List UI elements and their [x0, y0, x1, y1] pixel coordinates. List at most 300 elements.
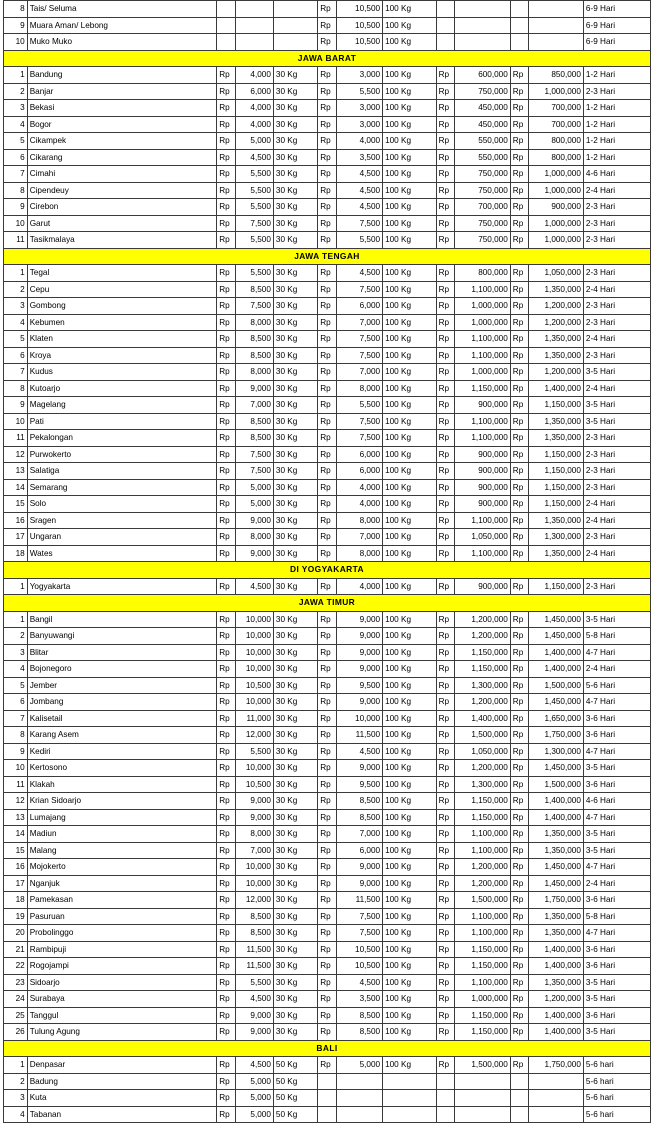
cell-rp1[interactable]: Rp: [217, 496, 236, 513]
cell-val1[interactable]: 10,000: [235, 859, 273, 876]
cell-est[interactable]: 5-6 hari: [583, 1057, 650, 1074]
cell-unit1[interactable]: 30 Kg: [273, 941, 317, 958]
cell-kota[interactable]: Krian Sidoarjo: [27, 793, 217, 810]
cell-est[interactable]: 6-9 Hari: [583, 17, 650, 34]
cell-val3[interactable]: 750,000: [455, 232, 511, 249]
cell-kota[interactable]: Kertosono: [27, 760, 217, 777]
cell-val2[interactable]: 8,500: [336, 793, 382, 810]
cell-rp2[interactable]: Rp: [318, 661, 337, 678]
cell-rp3[interactable]: Rp: [436, 974, 455, 991]
cell-unit2[interactable]: 100 Kg: [383, 529, 437, 546]
cell-rp2[interactable]: Rp: [318, 364, 337, 381]
cell-val1[interactable]: 5,000: [235, 1073, 273, 1090]
cell-unit1[interactable]: 30 Kg: [273, 644, 317, 661]
cell-unit1[interactable]: 30 Kg: [273, 281, 317, 298]
table-row[interactable]: [4, 397, 651, 414]
cell-kota[interactable]: Pekalongan: [27, 430, 217, 447]
cell-rp4[interactable]: Rp: [510, 67, 529, 84]
cell-rp2[interactable]: Rp: [318, 1057, 337, 1074]
cell-val4[interactable]: 1,150,000: [529, 578, 584, 595]
cell-no[interactable]: 10: [4, 34, 28, 51]
cell-est[interactable]: 3-5 Hari: [583, 611, 650, 628]
cell-unit2[interactable]: 100 Kg: [383, 298, 437, 315]
cell-rp4[interactable]: Rp: [510, 314, 529, 331]
cell-val1[interactable]: 8,500: [235, 430, 273, 447]
cell-unit1[interactable]: 30 Kg: [273, 67, 317, 84]
cell-unit1[interactable]: 30 Kg: [273, 809, 317, 826]
table-row[interactable]: [4, 875, 651, 892]
cell-rp3[interactable]: Rp: [436, 710, 455, 727]
cell-val3[interactable]: 900,000: [455, 446, 511, 463]
table-row[interactable]: [4, 1106, 651, 1123]
table-row[interactable]: [4, 611, 651, 628]
cell-val1[interactable]: 8,000: [235, 529, 273, 546]
cell-rp1[interactable]: Rp: [217, 1024, 236, 1041]
cell-rp4[interactable]: Rp: [510, 331, 529, 348]
cell-val3[interactable]: 1,500,000: [455, 1057, 511, 1074]
cell-kota[interactable]: Bekasi: [27, 100, 217, 117]
cell-unit2[interactable]: 100 Kg: [383, 116, 437, 133]
cell-rp2[interactable]: Rp: [318, 100, 337, 117]
cell-val3[interactable]: [455, 1090, 511, 1107]
cell-val4[interactable]: 1,650,000: [529, 710, 584, 727]
cell-unit2[interactable]: 100 Kg: [383, 727, 437, 744]
cell-est[interactable]: 2-3 Hari: [583, 215, 650, 232]
cell-kota[interactable]: Purwokerto: [27, 446, 217, 463]
cell-unit2[interactable]: 100 Kg: [383, 710, 437, 727]
cell-no[interactable]: 2: [4, 1073, 28, 1090]
cell-rp1[interactable]: Rp: [217, 694, 236, 711]
cell-rp2[interactable]: Rp: [318, 479, 337, 496]
cell-kota[interactable]: Karang Asem: [27, 727, 217, 744]
cell-no[interactable]: 4: [4, 116, 28, 133]
cell-val4[interactable]: 1,400,000: [529, 958, 584, 975]
cell-kota[interactable]: Tegal: [27, 265, 217, 282]
cell-rp3[interactable]: Rp: [436, 991, 455, 1008]
cell-no[interactable]: 11: [4, 430, 28, 447]
cell-kota[interactable]: Kuta: [27, 1090, 217, 1107]
cell-rp4[interactable]: Rp: [510, 281, 529, 298]
cell-no[interactable]: 1: [4, 1057, 28, 1074]
cell-rp2[interactable]: [318, 1090, 337, 1107]
cell-no[interactable]: 2: [4, 628, 28, 645]
cell-kota[interactable]: Tasikmalaya: [27, 232, 217, 249]
cell-rp2[interactable]: Rp: [318, 974, 337, 991]
cell-est[interactable]: 3-6 Hari: [583, 1007, 650, 1024]
cell-rp3[interactable]: Rp: [436, 1024, 455, 1041]
cell-val2[interactable]: 7,500: [336, 413, 382, 430]
cell-rp4[interactable]: Rp: [510, 991, 529, 1008]
cell-no[interactable]: 6: [4, 347, 28, 364]
cell-rp4[interactable]: Rp: [510, 133, 529, 150]
cell-val3[interactable]: 1,100,000: [455, 281, 511, 298]
cell-est[interactable]: 2-3 Hari: [583, 314, 650, 331]
cell-rp3[interactable]: Rp: [436, 908, 455, 925]
cell-kota[interactable]: Bandung: [27, 67, 217, 84]
cell-unit2[interactable]: 100 Kg: [383, 842, 437, 859]
cell-val2[interactable]: 7,500: [336, 215, 382, 232]
cell-est[interactable]: 4-6 Hari: [583, 793, 650, 810]
cell-rp3[interactable]: Rp: [436, 116, 455, 133]
cell-val4[interactable]: 1,150,000: [529, 463, 584, 480]
cell-val2[interactable]: 10,500: [336, 1, 382, 18]
cell-rp3[interactable]: Rp: [436, 215, 455, 232]
cell-rp3[interactable]: Rp: [436, 743, 455, 760]
cell-no[interactable]: 1: [4, 67, 28, 84]
cell-val3[interactable]: 900,000: [455, 463, 511, 480]
cell-rp1[interactable]: Rp: [217, 149, 236, 166]
cell-est[interactable]: 4-7 Hari: [583, 694, 650, 711]
cell-rp1[interactable]: Rp: [217, 67, 236, 84]
cell-val1[interactable]: [235, 34, 273, 51]
cell-rp3[interactable]: Rp: [436, 133, 455, 150]
cell-unit1[interactable]: 30 Kg: [273, 677, 317, 694]
cell-val1[interactable]: 4,500: [235, 991, 273, 1008]
table-row[interactable]: [4, 710, 651, 727]
cell-val1[interactable]: 5,000: [235, 496, 273, 513]
cell-val2[interactable]: 3,000: [336, 100, 382, 117]
cell-kota[interactable]: Sidoarjo: [27, 974, 217, 991]
cell-rp2[interactable]: Rp: [318, 182, 337, 199]
cell-no[interactable]: 1: [4, 265, 28, 282]
cell-rp3[interactable]: [436, 34, 455, 51]
cell-rp3[interactable]: Rp: [436, 149, 455, 166]
cell-unit2[interactable]: 100 Kg: [383, 661, 437, 678]
cell-val3[interactable]: 900,000: [455, 578, 511, 595]
cell-unit1[interactable]: 30 Kg: [273, 694, 317, 711]
cell-rp1[interactable]: [217, 1, 236, 18]
cell-rp2[interactable]: Rp: [318, 265, 337, 282]
cell-val3[interactable]: 700,000: [455, 199, 511, 216]
cell-unit1[interactable]: 30 Kg: [273, 380, 317, 397]
cell-val2[interactable]: 4,500: [336, 974, 382, 991]
cell-val4[interactable]: 1,450,000: [529, 760, 584, 777]
cell-val1[interactable]: 5,500: [235, 265, 273, 282]
cell-rp3[interactable]: Rp: [436, 628, 455, 645]
table-row[interactable]: [4, 100, 651, 117]
cell-rp2[interactable]: Rp: [318, 529, 337, 546]
cell-unit2[interactable]: 100 Kg: [383, 397, 437, 414]
cell-unit2[interactable]: 100 Kg: [383, 1, 437, 18]
cell-kota[interactable]: Madiun: [27, 826, 217, 843]
cell-kota[interactable]: Muara Aman/ Lebong: [27, 17, 217, 34]
cell-unit1[interactable]: 30 Kg: [273, 463, 317, 480]
table-row[interactable]: [4, 743, 651, 760]
cell-rp4[interactable]: Rp: [510, 826, 529, 843]
cell-rp1[interactable]: Rp: [217, 578, 236, 595]
cell-rp2[interactable]: Rp: [318, 314, 337, 331]
cell-rp3[interactable]: Rp: [436, 496, 455, 513]
cell-rp3[interactable]: Rp: [436, 331, 455, 348]
cell-unit1[interactable]: 30 Kg: [273, 875, 317, 892]
cell-unit2[interactable]: 100 Kg: [383, 908, 437, 925]
cell-val2[interactable]: 9,000: [336, 661, 382, 678]
cell-rp4[interactable]: Rp: [510, 760, 529, 777]
cell-unit2[interactable]: 100 Kg: [383, 826, 437, 843]
cell-rp2[interactable]: Rp: [318, 958, 337, 975]
cell-rp2[interactable]: Rp: [318, 347, 337, 364]
cell-val1[interactable]: 9,000: [235, 1024, 273, 1041]
cell-val2[interactable]: 3,500: [336, 991, 382, 1008]
cell-unit1[interactable]: 50 Kg: [273, 1057, 317, 1074]
cell-kota[interactable]: Klakah: [27, 776, 217, 793]
cell-no[interactable]: 17: [4, 875, 28, 892]
cell-val1[interactable]: 4,500: [235, 578, 273, 595]
cell-val1[interactable]: 11,000: [235, 710, 273, 727]
cell-unit2[interactable]: 100 Kg: [383, 281, 437, 298]
cell-est[interactable]: 2-3 Hari: [583, 298, 650, 315]
cell-rp4[interactable]: Rp: [510, 793, 529, 810]
cell-rp4[interactable]: Rp: [510, 545, 529, 562]
cell-rp3[interactable]: Rp: [436, 661, 455, 678]
table-row[interactable]: [4, 694, 651, 711]
cell-no[interactable]: 11: [4, 776, 28, 793]
cell-no[interactable]: 6: [4, 694, 28, 711]
cell-val2[interactable]: 7,500: [336, 430, 382, 447]
cell-rp3[interactable]: Rp: [436, 314, 455, 331]
table-row[interactable]: [4, 941, 651, 958]
cell-kota[interactable]: Gombong: [27, 298, 217, 315]
cell-rp4[interactable]: Rp: [510, 842, 529, 859]
table-row[interactable]: [4, 677, 651, 694]
cell-rp4[interactable]: Rp: [510, 347, 529, 364]
cell-val1[interactable]: 10,500: [235, 677, 273, 694]
cell-rp4[interactable]: Rp: [510, 149, 529, 166]
cell-kota[interactable]: Cirebon: [27, 199, 217, 216]
cell-val1[interactable]: 8,500: [235, 347, 273, 364]
cell-val3[interactable]: 1,300,000: [455, 776, 511, 793]
cell-unit1[interactable]: 30 Kg: [273, 1007, 317, 1024]
cell-val4[interactable]: 1,350,000: [529, 925, 584, 942]
cell-rp4[interactable]: Rp: [510, 413, 529, 430]
cell-rp2[interactable]: Rp: [318, 677, 337, 694]
cell-est[interactable]: 3-6 Hari: [583, 941, 650, 958]
cell-rp2[interactable]: Rp: [318, 413, 337, 430]
cell-est[interactable]: 2-4 Hari: [583, 545, 650, 562]
cell-no[interactable]: 4: [4, 1106, 28, 1123]
cell-unit2[interactable]: 100 Kg: [383, 413, 437, 430]
cell-unit2[interactable]: 100 Kg: [383, 875, 437, 892]
cell-unit2[interactable]: 100 Kg: [383, 182, 437, 199]
cell-val4[interactable]: 1,350,000: [529, 413, 584, 430]
cell-val3[interactable]: 450,000: [455, 100, 511, 117]
cell-rp4[interactable]: Rp: [510, 776, 529, 793]
cell-val1[interactable]: 7,500: [235, 298, 273, 315]
cell-no[interactable]: 12: [4, 446, 28, 463]
cell-val1[interactable]: [235, 1, 273, 18]
cell-unit1[interactable]: 30 Kg: [273, 166, 317, 183]
cell-unit1[interactable]: 30 Kg: [273, 413, 317, 430]
cell-val2[interactable]: 7,000: [336, 364, 382, 381]
cell-rp1[interactable]: Rp: [217, 958, 236, 975]
cell-val3[interactable]: 1,150,000: [455, 1007, 511, 1024]
cell-val1[interactable]: 11,500: [235, 941, 273, 958]
table-row[interactable]: [4, 298, 651, 315]
cell-val4[interactable]: 1,400,000: [529, 941, 584, 958]
table-row[interactable]: [4, 67, 651, 84]
cell-est[interactable]: 2-3 Hari: [583, 83, 650, 100]
cell-rp2[interactable]: Rp: [318, 380, 337, 397]
cell-val2[interactable]: 3,000: [336, 67, 382, 84]
cell-unit2[interactable]: 100 Kg: [383, 1057, 437, 1074]
cell-rp4[interactable]: Rp: [510, 166, 529, 183]
cell-unit1[interactable]: 30 Kg: [273, 430, 317, 447]
cell-unit2[interactable]: 100 Kg: [383, 265, 437, 282]
cell-val2[interactable]: 8,500: [336, 809, 382, 826]
cell-val4[interactable]: 1,750,000: [529, 892, 584, 909]
cell-unit2[interactable]: 100 Kg: [383, 314, 437, 331]
cell-est[interactable]: 2-3 Hari: [583, 479, 650, 496]
cell-val2[interactable]: 7,500: [336, 281, 382, 298]
table-row[interactable]: [4, 34, 651, 51]
table-row[interactable]: [4, 644, 651, 661]
table-row[interactable]: [4, 628, 651, 645]
cell-rp2[interactable]: Rp: [318, 331, 337, 348]
cell-val1[interactable]: 10,000: [235, 611, 273, 628]
cell-no[interactable]: 1: [4, 578, 28, 595]
cell-unit2[interactable]: 100 Kg: [383, 479, 437, 496]
cell-rp1[interactable]: [217, 17, 236, 34]
cell-est[interactable]: 2-4 Hari: [583, 875, 650, 892]
cell-unit1[interactable]: 30 Kg: [273, 760, 317, 777]
cell-rp1[interactable]: Rp: [217, 83, 236, 100]
cell-est[interactable]: 2-4 Hari: [583, 661, 650, 678]
cell-rp1[interactable]: Rp: [217, 380, 236, 397]
cell-kota[interactable]: Tanggul: [27, 1007, 217, 1024]
cell-no[interactable]: 16: [4, 512, 28, 529]
cell-unit2[interactable]: 100 Kg: [383, 34, 437, 51]
cell-unit2[interactable]: 100 Kg: [383, 215, 437, 232]
cell-est[interactable]: 2-3 Hari: [583, 446, 650, 463]
cell-val2[interactable]: 11,500: [336, 727, 382, 744]
cell-val1[interactable]: 12,000: [235, 727, 273, 744]
cell-unit1[interactable]: 30 Kg: [273, 859, 317, 876]
cell-val3[interactable]: 1,150,000: [455, 958, 511, 975]
cell-rp1[interactable]: Rp: [217, 842, 236, 859]
cell-rp2[interactable]: Rp: [318, 710, 337, 727]
cell-unit1[interactable]: [273, 1, 317, 18]
table-row[interactable]: [4, 776, 651, 793]
cell-rp2[interactable]: Rp: [318, 67, 337, 84]
cell-val4[interactable]: [529, 1106, 584, 1123]
cell-val1[interactable]: 8,500: [235, 331, 273, 348]
cell-rp3[interactable]: Rp: [436, 83, 455, 100]
cell-rp3[interactable]: Rp: [436, 100, 455, 117]
cell-kota[interactable]: Probolinggo: [27, 925, 217, 942]
table-row[interactable]: [4, 463, 651, 480]
cell-no[interactable]: 24: [4, 991, 28, 1008]
cell-rp2[interactable]: Rp: [318, 611, 337, 628]
cell-val3[interactable]: [455, 1, 511, 18]
cell-unit2[interactable]: 100 Kg: [383, 83, 437, 100]
cell-val1[interactable]: 5,000: [235, 479, 273, 496]
cell-val4[interactable]: 1,200,000: [529, 991, 584, 1008]
cell-no[interactable]: 21: [4, 941, 28, 958]
cell-rp2[interactable]: Rp: [318, 859, 337, 876]
cell-rp3[interactable]: Rp: [436, 694, 455, 711]
cell-rp3[interactable]: Rp: [436, 925, 455, 942]
cell-unit2[interactable]: 100 Kg: [383, 149, 437, 166]
cell-rp2[interactable]: Rp: [318, 826, 337, 843]
table-row[interactable]: [4, 496, 651, 513]
cell-est[interactable]: 4-7 Hari: [583, 925, 650, 942]
cell-val2[interactable]: 5,500: [336, 232, 382, 249]
cell-kota[interactable]: Tulung Agung: [27, 1024, 217, 1041]
cell-unit2[interactable]: 100 Kg: [383, 793, 437, 810]
cell-rp1[interactable]: Rp: [217, 446, 236, 463]
cell-rp1[interactable]: Rp: [217, 182, 236, 199]
cell-unit1[interactable]: 30 Kg: [273, 331, 317, 348]
cell-kota[interactable]: Kudus: [27, 364, 217, 381]
cell-no[interactable]: 15: [4, 842, 28, 859]
cell-rp2[interactable]: Rp: [318, 628, 337, 645]
cell-unit1[interactable]: 30 Kg: [273, 974, 317, 991]
cell-no[interactable]: 8: [4, 1, 28, 18]
cell-val2[interactable]: 9,000: [336, 694, 382, 711]
cell-rp3[interactable]: Rp: [436, 793, 455, 810]
cell-val2[interactable]: 7,500: [336, 925, 382, 942]
cell-est[interactable]: 5-6 Hari: [583, 677, 650, 694]
cell-rp1[interactable]: Rp: [217, 265, 236, 282]
cell-rp1[interactable]: Rp: [217, 215, 236, 232]
table-row[interactable]: [4, 314, 651, 331]
cell-rp4[interactable]: Rp: [510, 1007, 529, 1024]
cell-rp1[interactable]: Rp: [217, 479, 236, 496]
cell-val1[interactable]: 8,500: [235, 413, 273, 430]
cell-val2[interactable]: 9,000: [336, 760, 382, 777]
cell-val4[interactable]: 1,200,000: [529, 298, 584, 315]
cell-est[interactable]: 3-6 Hari: [583, 727, 650, 744]
cell-rp1[interactable]: Rp: [217, 809, 236, 826]
cell-val1[interactable]: 5,500: [235, 166, 273, 183]
cell-rp1[interactable]: Rp: [217, 512, 236, 529]
cell-rp4[interactable]: Rp: [510, 628, 529, 645]
cell-rp3[interactable]: Rp: [436, 529, 455, 546]
cell-kota[interactable]: Pamekasan: [27, 892, 217, 909]
cell-rp3[interactable]: Rp: [436, 265, 455, 282]
cell-rp2[interactable]: Rp: [318, 215, 337, 232]
cell-unit1[interactable]: 30 Kg: [273, 149, 317, 166]
cell-rp3[interactable]: Rp: [436, 826, 455, 843]
cell-val4[interactable]: 1,400,000: [529, 380, 584, 397]
cell-rp4[interactable]: Rp: [510, 677, 529, 694]
table-row[interactable]: [4, 727, 651, 744]
cell-rp1[interactable]: Rp: [217, 727, 236, 744]
table-row[interactable]: [4, 578, 651, 595]
cell-val3[interactable]: 1,000,000: [455, 314, 511, 331]
cell-rp1[interactable]: Rp: [217, 826, 236, 843]
cell-val2[interactable]: 6,000: [336, 298, 382, 315]
cell-val4[interactable]: 1,000,000: [529, 232, 584, 249]
cell-val2[interactable]: 9,500: [336, 677, 382, 694]
cell-no[interactable]: 1: [4, 611, 28, 628]
cell-val3[interactable]: 1,400,000: [455, 710, 511, 727]
table-row[interactable]: [4, 892, 651, 909]
cell-val2[interactable]: 9,000: [336, 611, 382, 628]
table-row[interactable]: [4, 1090, 651, 1107]
cell-val3[interactable]: [455, 1106, 511, 1123]
cell-val1[interactable]: 5,500: [235, 199, 273, 216]
cell-kota[interactable]: Pasuruan: [27, 908, 217, 925]
cell-val4[interactable]: 1,150,000: [529, 496, 584, 513]
cell-rp1[interactable]: Rp: [217, 347, 236, 364]
cell-rp1[interactable]: Rp: [217, 116, 236, 133]
cell-est[interactable]: 3-6 Hari: [583, 892, 650, 909]
table-row[interactable]: [4, 116, 651, 133]
cell-val3[interactable]: 1,100,000: [455, 545, 511, 562]
table-row[interactable]: [4, 479, 651, 496]
cell-unit2[interactable]: 100 Kg: [383, 512, 437, 529]
